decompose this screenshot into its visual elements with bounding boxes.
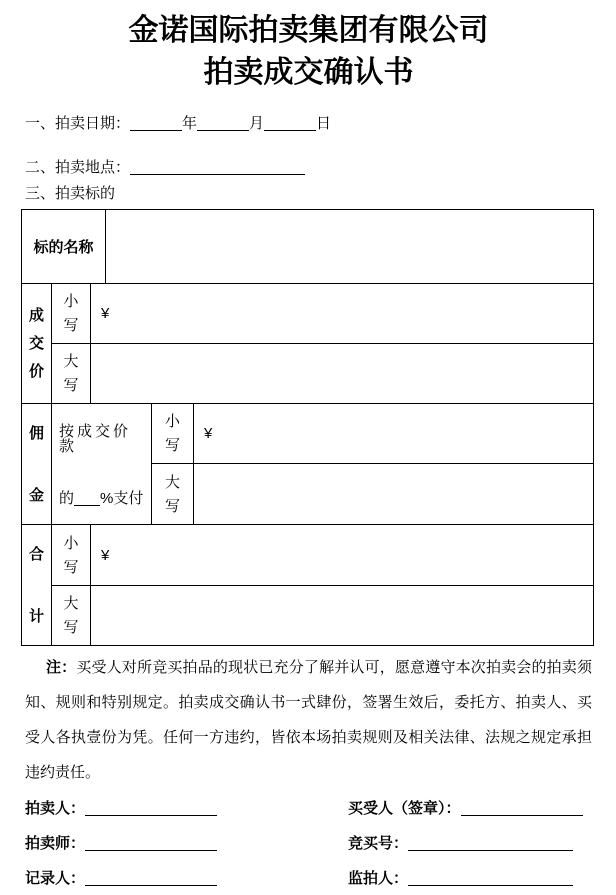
document-title: 拍卖成交确认书 <box>203 56 414 89</box>
total-words-label-cell <box>52 586 91 646</box>
subject-name-row <box>22 210 594 284</box>
day-suffix: 日 <box>316 115 332 132</box>
signature-row <box>25 825 592 860</box>
buyer-signature-label: 买受人（签章）： <box>348 800 461 817</box>
commission-rule-cell <box>52 404 152 525</box>
bidder-number-label: 竞买号： <box>348 835 409 852</box>
commission-rule-prefix: 的 <box>59 490 75 507</box>
auction-location-label: 二、拍卖地点： <box>25 159 131 176</box>
bidder-number-field <box>348 832 592 853</box>
deal-price-words-value-cell <box>91 344 594 404</box>
auction-subject-table <box>21 209 594 646</box>
total-figures-row <box>22 525 594 586</box>
auction-master-field <box>25 832 348 853</box>
subject-name-label-cell <box>22 210 106 284</box>
auction-date-year-blank <box>130 115 182 131</box>
signature-section <box>25 790 592 895</box>
commission-words-label-cell <box>152 464 194 525</box>
deal-price-figures-label-cell <box>52 284 91 344</box>
auctioneer-party-field <box>25 797 348 818</box>
auction-master-label: 拍卖师： <box>25 835 86 852</box>
auction-subject-line <box>25 184 592 204</box>
currency-symbol: ¥ <box>101 305 110 322</box>
supervisor-blank <box>408 870 573 886</box>
subject-name-value-cell <box>106 210 594 284</box>
commission-words-value-cell <box>194 464 594 525</box>
auction-subject-label: 三、拍卖标的 <box>25 185 116 202</box>
year-suffix: 年 <box>182 115 198 132</box>
commission-figures-row <box>22 404 594 464</box>
words-label: 大 写 <box>63 595 79 636</box>
commission-percent-blank <box>74 490 100 506</box>
recorder-field <box>25 867 348 888</box>
deal-price-label-cell <box>22 284 52 404</box>
month-suffix: 月 <box>249 115 265 132</box>
signature-row <box>25 790 592 825</box>
currency-symbol: ¥ <box>204 425 213 442</box>
total-label-cell <box>22 525 52 646</box>
supervisor-label: 监拍人： <box>348 870 409 887</box>
deal-price-words-label-cell <box>52 344 91 404</box>
commission-label: 佣 金 <box>28 424 44 504</box>
buyer-signature-field <box>348 797 592 818</box>
figures-label: 小 写 <box>63 534 79 576</box>
words-label: 大 写 <box>63 353 79 394</box>
auctioneer-party-label: 拍卖人： <box>25 800 86 817</box>
currency-symbol: ¥ <box>101 546 110 564</box>
auction-date-month-blank <box>197 115 249 131</box>
supervisor-field <box>348 867 592 888</box>
commission-figures-label-cell <box>152 404 194 464</box>
figures-label: 小 写 <box>63 293 79 334</box>
bidder-number-blank <box>408 835 573 851</box>
commission-rule-line1: 按成交价款 <box>59 423 132 455</box>
total-words-row <box>22 586 594 646</box>
deal-price-figures-row <box>22 284 594 344</box>
auction-location-blank <box>130 159 305 175</box>
note-body: 买受人对所竞买拍品的现状已充分了解并认可，愿意遵守本次拍卖会的拍卖须知、规则和特别规定。拍卖成交确认书一式肆份，签署生效后，委托方、拍卖人、买受人各执壹份为凭。任何一方违约，皆依本场拍卖规则及相关法律、法规之规定承担违约责任。 <box>25 659 592 781</box>
recorder-blank <box>85 870 217 886</box>
words-label: 大 写 <box>165 473 181 515</box>
deal-price-words-row <box>22 344 594 404</box>
note-paragraph <box>25 650 592 790</box>
signature-row <box>25 860 592 895</box>
commission-figures-value-cell <box>194 404 594 464</box>
commission-rule-line2 <box>59 490 147 506</box>
auction-date-day-blank <box>264 115 316 131</box>
auctioneer-party-blank <box>85 800 217 816</box>
note-prefix: 注： <box>46 659 77 676</box>
auction-location-line <box>25 158 592 178</box>
auction-date-line <box>25 114 592 134</box>
figures-label: 小 写 <box>165 413 181 454</box>
total-figures-label-cell <box>52 525 91 586</box>
buyer-signature-blank <box>461 800 583 816</box>
total-words-value-cell <box>91 586 594 646</box>
commission-label-cell <box>22 404 52 525</box>
subject-name-label: 标的名称 <box>33 239 94 256</box>
commission-rule-suffix: %支付 <box>100 490 144 507</box>
deal-price-label: 成 交 价 <box>28 307 44 380</box>
recorder-label: 记录人： <box>25 870 86 887</box>
auction-master-blank <box>85 835 217 851</box>
total-label: 合 计 <box>28 545 44 625</box>
deal-price-figures-value-cell <box>91 284 594 344</box>
commission-rule-text <box>52 410 151 518</box>
company-title: 金诺国际拍卖集团有限公司 <box>128 14 489 47</box>
auction-date-label: 一、拍卖日期： <box>25 115 131 132</box>
total-figures-value-cell <box>91 525 594 586</box>
